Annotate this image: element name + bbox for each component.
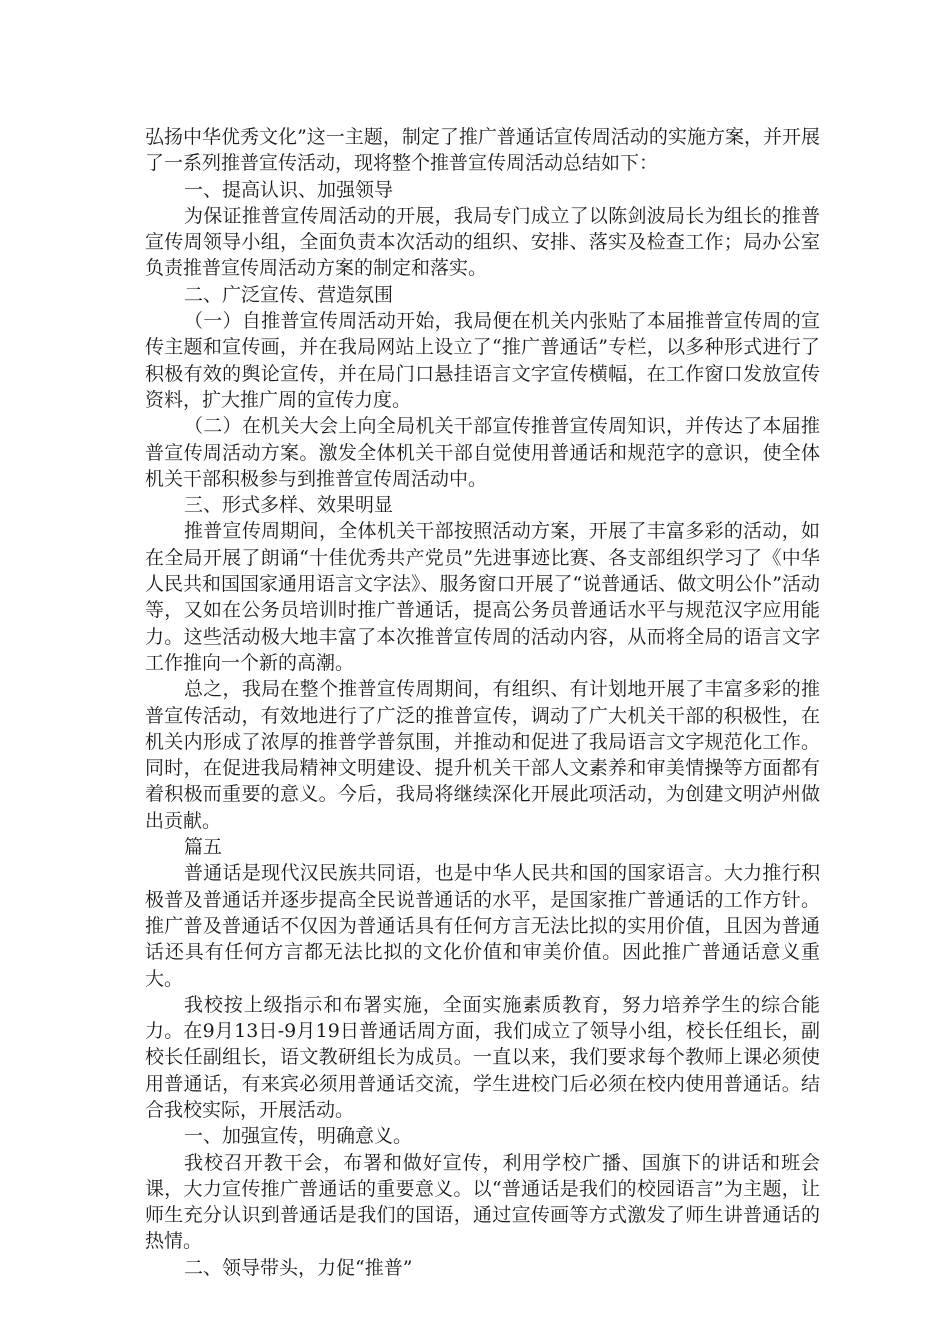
paragraph: 普通话是现代汉民族共同语，也是中华人民共和国的国家语言。大力推行积极普及普通话并逐步提高全民说普通话的水平，是国家推广普通话的工作方针。推广普及普通话不仅因为普通话具有任何方言无法比拟的实用价值，且因为普通话还具有任何方言都无法比拟的文化价值和审美价值。因此推广普通话意义重大。 bbox=[145, 862, 820, 990]
paragraph: 推普宣传周期间，全体机关干部按照活动方案，开展了丰富多彩的活动，如在全局开展了朗诵“十佳优秀共产党员”先进事迹比赛、各支部组织学习了《中华人民共和国国家通用语言文字法》、服务窗口开展了“说普通话、做文明公仆”活动等，又如在公务员培训时推广普通话，提高公务员普通话水平与规范汉字应用能力。这些活动极大地丰富了本次推普宣传周的活动内容，从而将全局的语言文字工作推向一个新的高潮。 bbox=[145, 520, 820, 674]
section-heading-5: 二、领导带头，力促“推普” bbox=[184, 1256, 413, 1279]
paragraph: 我校召开教干会，布署和做好宣传，利用学校广播、国旗下的讲话和班会课，大力宣传推广普通话的重要意义。以“普通话是我们的校园语言”为主题，让师生充分认识到普通话是我们的国语，通过宣传画等方式激发了师生讲普通话的热情。 bbox=[145, 1151, 820, 1253]
paragraph-intro-continued: 弘扬中华优秀文化”这一主题，制定了推广普通话宣传周活动的实施方案，并开展了一系列推普宣传活动，现将整个推普宣传周活动总结如下： bbox=[145, 126, 820, 175]
paragraph: （一）自推普宣传周活动开始，我局便在机关内张贴了本届推普宣传周的宣传主题和宣传画，并在我局网站上设立了“推广普通话”专栏，以多种形式进行了积极有效的舆论宣传，并在局门口悬挂语言文字宣传横幅，在工作窗口发放宣传资料，扩大推广周的宣传力度。 bbox=[145, 310, 820, 411]
paragraph: 我校按上级指示和布署实施，全面实施素质教育，努力培养学生的综合能力。在9月13日-9月19日普通话周方面，我们成立了领导小组，校长任组长，副校长任副组长，语文教研组长为成员。一直以来，我们要求每个教师上课必须使用普通话，有来宾必须用普通话交流，学生进校门后必须在校内使用普通话。结合我校实际，开展活动。 bbox=[145, 993, 820, 1121]
section-heading-4: 一、加强宣传，明确意义。 bbox=[184, 1125, 413, 1148]
paragraph: （二）在机关大会上向全局机关干部宣传推普宣传周知识，并传达了本届推普宣传周活动方案。激发全体机关干部自觉使用普通话和规范字的意识，使全体机关干部积极参与到推普宣传周活动中。 bbox=[145, 415, 820, 490]
document-body bbox=[145, 124, 820, 1281]
part-heading: 篇五 bbox=[184, 836, 223, 859]
section-heading-1: 一、提高认识、加强领导 bbox=[184, 178, 394, 201]
paragraph: 为保证推普宣传周活动的开展，我局专门成立了以陈剑波局长为组长的推普宣传周领导小组，全面负责本次活动的组织、安排、落实及检查工作；局办公室负责推普宣传周活动方案的制定和落实。 bbox=[145, 204, 820, 280]
section-heading-2: 二、广泛宣传、营造氛围 bbox=[184, 283, 394, 306]
section-heading-3: 三、形式多样、效果明显 bbox=[184, 494, 394, 517]
paragraph: 总之，我局在整个推普宣传周期间，有组织、有计划地开展了丰富多彩的推普宣传活动，有效地进行了广泛的推普宣传，调动了广大机关干部的积极性，在机关内形成了浓厚的推普学普氛围，并推动和促进了我局语言文字规范化工作。同时，在促进我局精神文明建设、提升机关干部人文素养和审美情操等方面都有着积极而重要的意义。今后，我局将继续深化开展此项活动，为创建文明泸州做出贡献。 bbox=[145, 678, 820, 832]
